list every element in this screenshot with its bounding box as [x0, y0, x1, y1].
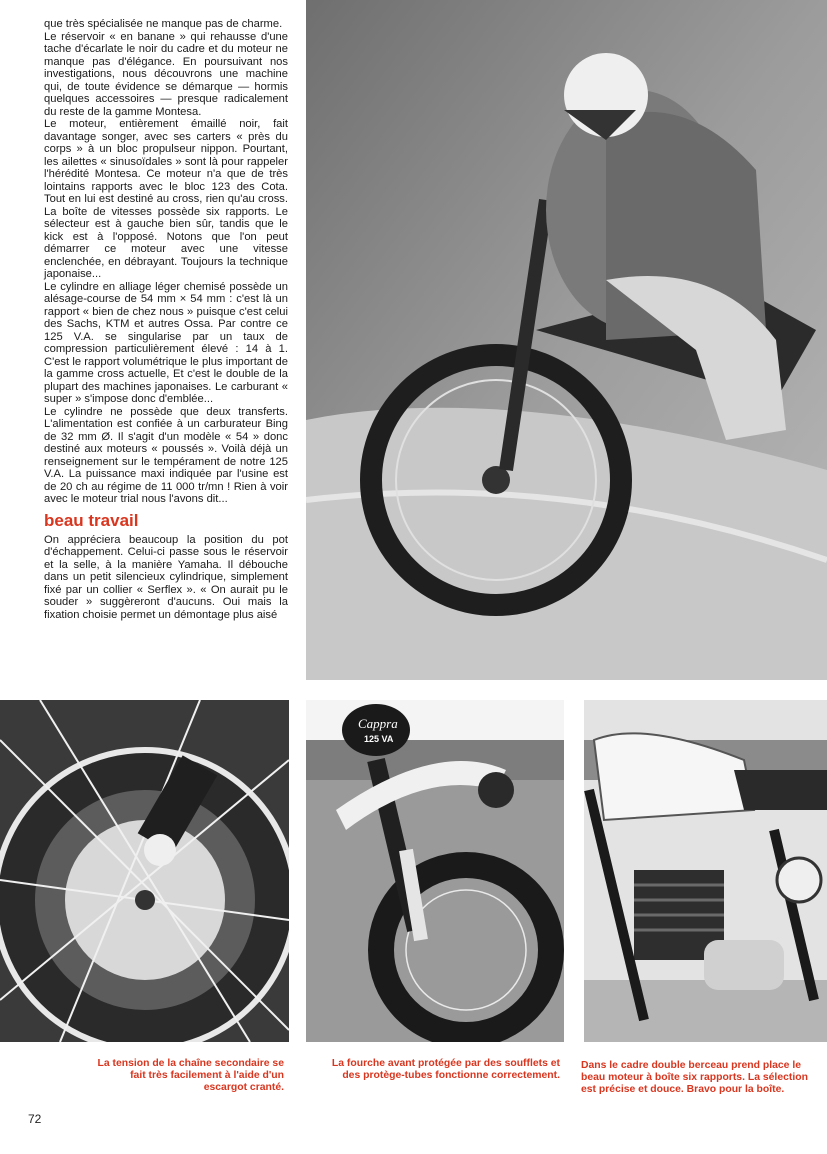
rear-wheel-photo	[0, 700, 289, 1042]
rider-on-motocross-bike-icon	[306, 0, 827, 680]
paragraph: Le cylindre en alliage léger chemisé possède un alésage-course de 54 mm × 54 mm : c'est là un rapport « bien de chez nous » puisque c'est celui des Sachs, KTM et autres Ossa. Par contre ce 125 V.A. se singularise par un taux de compression particulièrement élevé : 14 à 1. C'est le rapport volumétrique le plus important de la gamme cross actuelle, Et c'est le double de la plupart des machines japonaises. Le carburant « super » s'impose donc d'emblée...	[44, 280, 288, 405]
fork-plate-text: Cappra	[358, 716, 398, 731]
frame-engine-photo	[584, 700, 827, 1042]
caption-front-fork: La fourche avant protégée par des soufflets et des protège-tubes fonctionne correctement.	[331, 1058, 560, 1081]
paragraph: On appréciera beaucoup la position du pot d'échappement. Celui-ci passe sous le réservoir et la selle, à la manière Yamaha. Il débouche dans un petit silencieux cylindrique, simplement fixé par un collier « Serflex ». « On aurait pu le souder » suggèreront d'aucuns. Oui mais la fixation choisie permet un démontage plus aisé	[44, 533, 288, 621]
fork-plate-number: 125 VA	[364, 734, 394, 744]
frame-engine-icon	[584, 700, 827, 1042]
page-number: 72	[28, 1112, 42, 1126]
paragraph: Le moteur, entièrement émaillé noir, fait davantage songer, avec ses carters « près du corps » à un bloc propulseur nippon. Pourtant, les ailettes « sinusoïdales » sont là pour rappeler l'hérédité Montesa. Ce moteur n'a que de très lointains rapports avec le bloc 123 des Cota. Tout en lui est destiné au cross, rien qu'au cross. La boîte de vitesses possède six rapports. Le sélecteur est à gauche bien sûr, tandis que le kick est à l'opposé. Notons que l'on peut démarrer ce moteur avec une vitesse enclenchée, en débrayant. Toujours la technique japonaise...	[44, 118, 288, 280]
section-heading: beau travail	[44, 510, 139, 530]
front-fork-photo	[306, 700, 564, 1042]
paragraph: que très spécialisée ne manque pas de charme.	[44, 18, 283, 30]
main-photo	[306, 0, 827, 680]
caption-frame-engine: Dans le cadre double berceau prend place le beau moteur à boîte six rapports. La sélection est précise et douce. Bravo pour la boîte.	[581, 1060, 808, 1095]
front-fork-wheel-icon	[306, 700, 564, 1042]
caption-rear-wheel: La tension de la chaîne secondaire se fait très facilement à l'aide d'un escargot cranté.	[97, 1058, 284, 1093]
paragraph: Le réservoir « en banane » qui rehausse d'une tache d'écarlate le noir du cadre et du moteur ne manque pas d'élégance. En poursuivant nos investigations, nous découvrons une machine qui, de toute évidence se démarque — hormis quelques accessoires — presque radicalement du reste de la gamme Montesa.	[44, 30, 288, 118]
article-column	[44, 18, 288, 621]
rear-wheel-chain-adjuster-icon	[0, 700, 289, 1042]
paragraph: Le cylindre ne possède que deux transferts. L'alimentation est confiée à un carburateur Bing de 32 mm Ø. Il s'agit d'un modèle « 54 » donc destiné aux moteurs « poussés ». Voilà déjà un renseignement sur le tempérament de notre 125 V.A. La puissance maxi indiquée par l'usine est de 20 ch au régime de 11 000 tr/mn ! Rien à voir avec le moteur trial nous l'avons dit...	[44, 405, 288, 505]
